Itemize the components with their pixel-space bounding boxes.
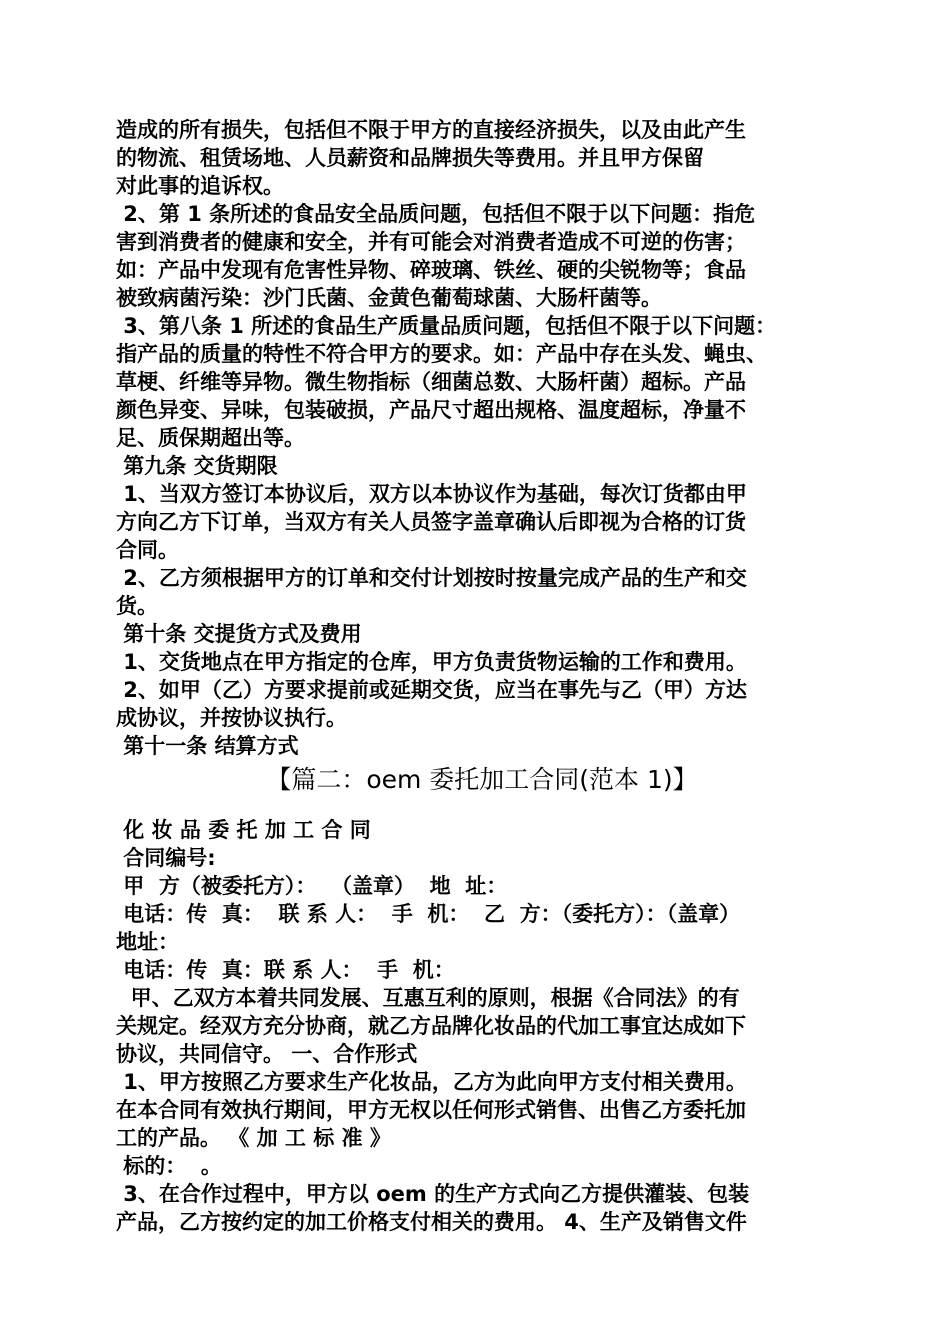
text-line: 的物流、租赁场地、人员薪资和品牌损失等费用。并且甲方保留 [116,146,704,170]
text-line: 1、交货地点在甲方指定的仓库，甲方负责货物运输的工作和费用。 [116,650,747,674]
text-line: 2、乙方须根据甲方的订单和交付计划按时按量完成产品的生产和交 [116,566,747,590]
spacer [116,804,838,816]
section-title: 【篇二：oem 委托加工合同(范本 1)】 [266,765,698,794]
article-heading: 第九条 交货期限 [116,454,278,478]
text-line: 工的产品。 《 加 工 标 准 》 [116,1126,391,1150]
text-line: 3、第八条 1 所述的食品生产质量品质问题，包括但不限于以下问题： [116,314,777,338]
text-line: 造成的所有损失，包括但不限于甲方的直接经济损失，以及由此产生 [116,118,746,142]
text-line: 草梗、纤维等异物。微生物指标（细菌总数、大肠杆菌）超标。产品 [116,370,746,394]
contract-title: 化 妆 品 委 托 加 工 合 同 [116,818,371,842]
text-line: 成协议，并按协议执行。 [116,706,347,730]
document-body [116,116,838,1236]
text-line: 关规定。经双方充分协商，就乙方品牌化妆品的代加工事宜达成如下 [116,1014,746,1038]
text-line: 指产品的质量的特性不符合甲方的要求。如：产品中存在头发、蝇虫、 [116,342,767,366]
contract-number: 合同编号: [116,846,216,870]
article-heading: 第十条 交提货方式及费用 [116,622,362,646]
text-line: 2、如甲（乙）方要求提前或延期交货，应当在事先与乙（甲）方达 [116,678,747,702]
text-line: 协议，共同信守。 一、合作形式 [116,1042,418,1066]
text-line: 合同。 [116,538,179,562]
text-line: 货。 [116,594,158,618]
text-line: 方向乙方下订单，当双方有关人员签字盖章确认后即视为合格的订货 [116,510,746,534]
text-line: 对此事的追诉权。 [116,174,284,198]
contact-line: 电话：传 真：联 系 人： 手 机： [116,958,455,982]
text-line: 在本合同有效执行期间，甲方无权以任何形式销售、出售乙方委托加 [116,1098,746,1122]
text-line: 害到消费者的健康和安全，并有可能会对消费者造成不可逆的伤害； [116,230,746,254]
text-line: 产品，乙方按约定的加工价格支付相关的费用。 4、生产及销售文件 [116,1210,747,1234]
text-line: 1、甲方按照乙方要求生产化妆品，乙方为此向甲方支付相关费用。 [116,1070,747,1094]
address-line: 地址： [116,930,179,954]
text-line: 甲、乙双方本着共同发展、互惠互利的原则，根据《合同法》的有 [116,986,740,1010]
contact-line: 电话：传 真： 联 系 人： 手 机： 乙 方：（委托方）：（盖章） [116,902,741,926]
party-a-line: 甲 方（被委托方）： （盖章） 地 址： [116,874,508,898]
text-line: 2、第 1 条所述的食品安全品质问题，包括但不限于以下问题：指危 [116,202,756,226]
text-line: 被致病菌污染：沙门氏菌、金黄色葡萄球菌、大肠杆菌等。 [116,286,662,310]
article-heading: 第十一条 结算方式 [116,734,299,758]
text-line: 颜色异变、异味，包装破损，产品尺寸超出规格、温度超标，净量不 [116,398,746,422]
text-line: 1、当双方签订本协议后，双方以本协议作为基础，每次订货都由甲 [116,482,747,506]
text-line: 足、质保期超出等。 [116,426,305,450]
text-line: 标的： 。 [116,1154,222,1178]
text-line: 如：产品中发现有危害性异物、碎玻璃、铁丝、硬的尖锐物等；食品 [116,258,746,282]
text-line: 3、在合作过程中，甲方以 oem 的生产方式向乙方提供灌装、包装 [116,1182,750,1206]
